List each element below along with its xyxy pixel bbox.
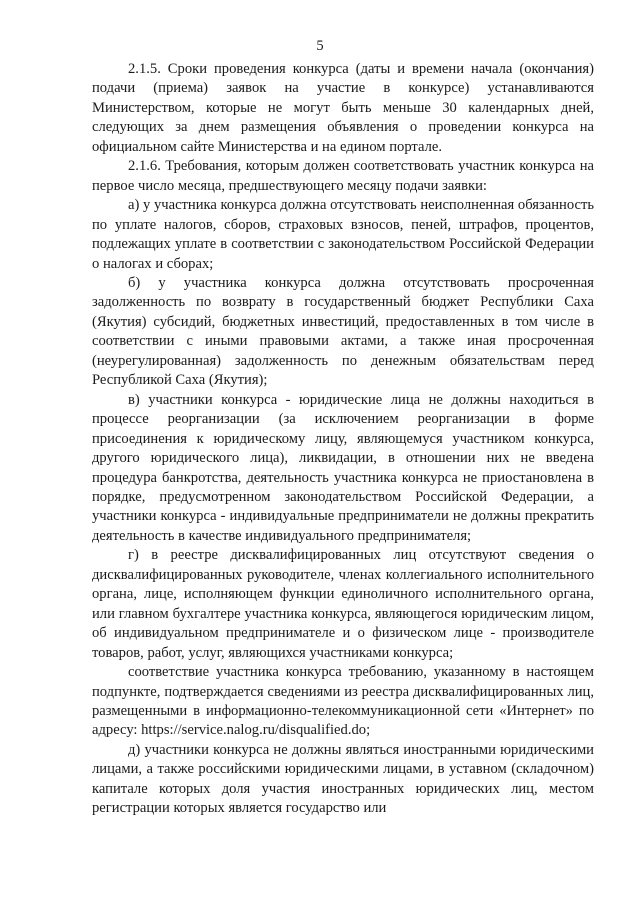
page-number: 5 bbox=[316, 38, 324, 54]
paragraph-2-1-5: 2.1.5. Сроки проведения конкурса (даты и времени начала (окончания) подачи (приема) заявок на участие в конкурсе) устанавливаются Министерством, которые не могут быть меньше 30 календарных дней, следующих за днем размещения объявления о проведении конкурса на официальном сайте Министерства и на едином портале. bbox=[92, 61, 594, 155]
paragraph-compliance-note: соответствие участника конкурса требованию, указанному в настоящем подпункте, подтверждается сведениями из реестра дисквалифицированных лиц, размещенными в информационно-телекоммуникационной сети «Интернет» по адресу: https://service.nalog.ru/disqualified.do; bbox=[92, 664, 594, 739]
paragraph-item-d: д) участники конкурса не должны являться иностранными юридическими лицами, а также российскими юридическими лицами, в уставном (складочном) капитале которых доля участия иностранных юридических лиц, местом регистрации которых является государство или bbox=[92, 741, 594, 817]
document-body bbox=[92, 60, 594, 819]
paragraph-item-a: а) у участника конкурса должна отсутствовать неисполненная обязанность по уплате налогов, сборов, страховых взносов, пеней, штрафов, процентов, подлежащих уплате в соответствии с законодательством Российской Федерации о налогах и сборах; bbox=[92, 197, 594, 272]
paragraph-2-1-6: 2.1.6. Требования, которым должен соответствовать участник конкурса на первое число месяца, предшествующего месяцу подачи заявки: bbox=[92, 158, 594, 194]
paragraph-item-v: в) участники конкурса - юридические лица не должны находиться в процессе реорганизации (за исключением реорганизации в форме присоединения к юридическому лицу, являющемуся участником конкурса, другого юридического лица), ликвидации, в отношении них не введена процедура банкротства, деятельность участника конкурса не приостановлена в порядке, предусмотренном законодательством Российской Федерации, а участники конкурса - индивидуальные предприниматели не должны прекратить деятельность в качестве индивидуального предпринимателя; bbox=[92, 391, 594, 544]
paragraph-item-g: г) в реестре дисквалифицированных лиц отсутствуют сведения о дисквалифицированных руководителе, членах коллегиального исполнительного органа, лице, исполняющем функции единоличного исполнительного органа, или главном бухгалтере участника конкурса, являющегося юридическим лицом, об индивидуальном предпринимателе и о физическом лице - производителе товаров, работ, услуг, являющихся участниками конкурса; bbox=[92, 547, 594, 661]
paragraph-item-b: б) у участника конкурса должна отсутствовать просроченная задолженность по возврату в государственный бюджет Республики Саха (Якутия) субсидий, бюджетных инвестиций, предоставленных в том числе в соответствии с иными правовыми актами, а также иная просроченная (неурегулированная) задолженность по денежным обязательствам перед Республикой Саха (Якутия); bbox=[92, 274, 594, 389]
